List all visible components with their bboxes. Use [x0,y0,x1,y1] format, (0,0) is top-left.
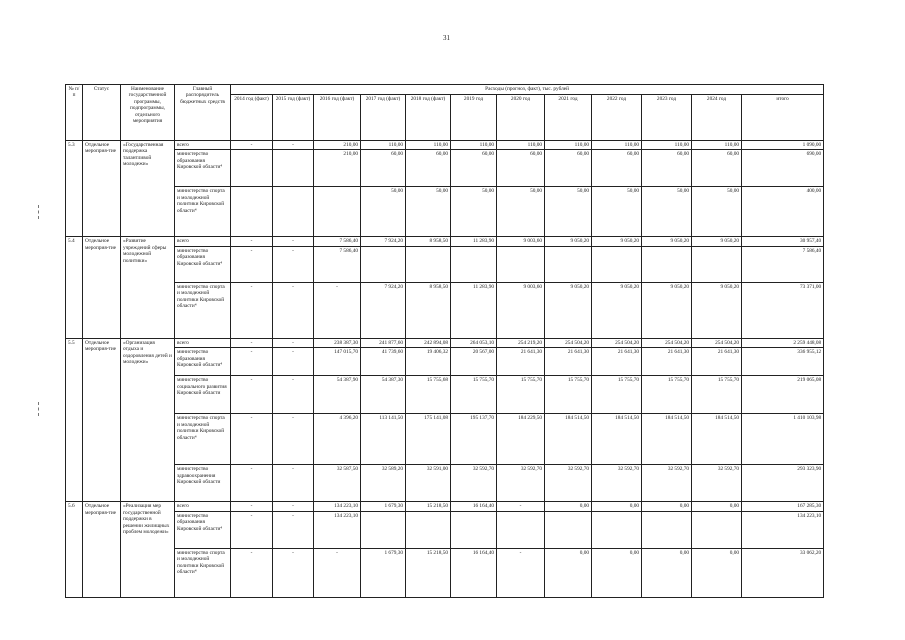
header-year: 2017 год (факт) [361,95,406,141]
value-cell: 254 504,20 [692,338,742,347]
header-year: 2019 год [451,95,497,141]
value-cell: 32 587,50 [314,465,361,502]
value-cell: 264 053,10 [451,338,497,347]
value-cell: - [273,511,314,548]
value-cell [497,246,545,282]
value-cell: - [273,465,314,502]
value-cell: 184 229,50 [497,414,545,465]
value-cell [545,246,592,282]
header-year: 2014 год (факт) [231,95,273,141]
value-cell: - [273,237,314,246]
value-cell: 50,00 [545,187,592,237]
value-cell: - [231,338,273,347]
value-cell: - [497,548,545,597]
value-cell: 110,00 [406,141,451,150]
value-cell: 9 050,20 [642,282,692,338]
value-cell: 9 050,20 [592,237,642,246]
value-cell: 19 406,32 [406,348,451,376]
value-cell [406,246,451,282]
value-cell: 32 592,70 [497,465,545,502]
value-cell: 242 894,08 [406,338,451,347]
margin-mark [38,402,40,416]
total-cell: 2 259 448,08 [742,338,824,347]
value-cell [592,511,642,548]
table-row [66,338,824,347]
value-cell: 184 514,50 [642,414,692,465]
table-row [66,141,824,150]
total-cell: 336 955,12 [742,348,824,376]
value-cell: 7 586,40 [314,237,361,246]
value-cell [692,511,742,548]
value-cell: 9 003,60 [497,282,545,338]
value-cell: 0,00 [545,548,592,597]
section-status: Отдельное мероприя-тие [83,237,121,338]
value-cell: 110,00 [361,141,406,150]
value-cell: 50,00 [642,187,692,237]
value-cell: 7 924,20 [361,237,406,246]
total-cell: 73 371,00 [742,282,824,338]
header-year: итого [742,95,824,141]
value-cell [273,150,314,187]
value-cell [592,246,642,282]
table-row [66,237,824,246]
ministry-cell: министерство здравоохранения Кировской области [175,465,231,502]
value-cell: 241 877,60 [361,338,406,347]
value-cell: 32 592,70 [545,465,592,502]
table-row [66,414,824,465]
value-cell: - [273,376,314,414]
value-cell [361,511,406,548]
header-status: Статус [83,85,121,141]
value-cell: 0,00 [592,548,642,597]
value-cell: 60,00 [545,150,592,187]
value-cell: 184 514,50 [692,414,742,465]
header-year: 2016 год (факт) [314,95,361,141]
section-status: Отдельное мероприя-тие [83,502,121,597]
header-ministry: Главный распорядитель бюджетных средств [175,85,231,141]
value-cell: - [314,282,361,338]
table-row [66,246,824,282]
value-cell: 9 050,20 [545,282,592,338]
value-cell: 110,00 [692,141,742,150]
budget-table [65,84,824,598]
ministry-cell: всего [175,338,231,347]
value-cell: 0,00 [545,502,592,511]
value-cell: 21 641,30 [497,348,545,376]
value-cell: 134 223,10 [314,511,361,548]
value-cell: 21 641,30 [692,348,742,376]
value-cell: 32 589,20 [361,465,406,502]
section-name: «Реализация мер государственной поддержки в решении жилищных проблем молодежи» [121,502,175,597]
section-name: «Государственная поддержка талантливой молодежи» [121,141,175,237]
value-cell: 210,00 [314,141,361,150]
value-cell: - [273,282,314,338]
value-cell: 254 504,20 [592,338,642,347]
value-cell: 184 514,50 [592,414,642,465]
ministry-cell: всего [175,502,231,511]
value-cell: 20 567,00 [451,348,497,376]
section-name: «Организация отдыха и оздоровления детей и молодежи» [121,338,175,501]
value-cell: 15 755,70 [642,376,692,414]
value-cell: 9 050,20 [692,237,742,246]
section-num: 5.4 [66,237,83,338]
value-cell [361,246,406,282]
value-cell: 9 050,20 [545,237,592,246]
value-cell: 110,00 [451,141,497,150]
value-cell [273,187,314,237]
header-year: 2024 год [692,95,742,141]
value-cell: 15 755,70 [545,376,592,414]
margin-mark [38,205,40,219]
header-year: 2018 год (факт) [406,95,451,141]
header-year: 2020 год [497,95,545,141]
page-number: 31 [443,34,450,42]
value-cell: 8 958,50 [406,237,451,246]
value-cell [642,511,692,548]
value-cell [451,511,497,548]
value-cell: - [231,237,273,246]
value-cell: - [273,246,314,282]
value-cell [451,246,497,282]
ministry-cell: всего [175,141,231,150]
value-cell: - [231,502,273,511]
header-year: 2021 год [545,95,592,141]
value-cell: - [273,141,314,150]
value-cell: 1 679,30 [361,548,406,597]
total-cell: 219 065,08 [742,376,824,414]
value-cell: 113 141,50 [361,414,406,465]
value-cell: - [231,348,273,376]
value-cell: 60,00 [592,150,642,187]
total-cell: 7 586,40 [742,246,824,282]
value-cell: 41 739,60 [361,348,406,376]
table-row [66,282,824,338]
value-cell: 15 755,70 [692,376,742,414]
value-cell: - [273,548,314,597]
value-cell: 9 050,20 [642,237,692,246]
value-cell: 32 592,70 [451,465,497,502]
value-cell: 32 592,70 [592,465,642,502]
header-num: № п/п [66,85,83,141]
value-cell: 21 641,30 [592,348,642,376]
value-cell [497,511,545,548]
value-cell: 8 958,50 [406,282,451,338]
table-row [66,187,824,237]
total-cell: 400,00 [742,187,824,237]
value-cell: - [273,502,314,511]
value-cell: 1 679,30 [361,502,406,511]
value-cell: 60,00 [692,150,742,187]
value-cell: 254 504,20 [642,338,692,347]
value-cell: 54 387,30 [361,376,406,414]
value-cell [314,187,361,237]
value-cell [642,246,692,282]
value-cell: 50,00 [497,187,545,237]
value-cell: 0,00 [642,548,692,597]
total-cell: 293 323,90 [742,465,824,502]
value-cell: - [273,348,314,376]
value-cell: 50,00 [451,187,497,237]
value-cell: 7 924,20 [361,282,406,338]
table-row [66,376,824,414]
value-cell: 15 755,70 [497,376,545,414]
value-cell: 134 223,10 [314,502,361,511]
total-cell: 30 957,40 [742,237,824,246]
value-cell: 60,00 [451,150,497,187]
value-cell: 110,00 [642,141,692,150]
value-cell: 147 015,70 [314,348,361,376]
value-cell: 4 396,20 [314,414,361,465]
value-cell [545,511,592,548]
ministry-cell: министерство образования Кировской области⁴ [175,150,231,187]
total-cell: 1 410 103,98 [742,414,824,465]
value-cell: 32 591,00 [406,465,451,502]
header-year: 2022 год [592,95,642,141]
table-row [66,465,824,502]
value-cell: 110,00 [545,141,592,150]
total-cell: 1 090,00 [742,141,824,150]
section-num: 5.3 [66,141,83,237]
value-cell: 50,00 [361,187,406,237]
value-cell: - [231,548,273,597]
value-cell: - [231,511,273,548]
ministry-cell: министерство спорта и молодежной политики Кировской области⁴ [175,414,231,465]
value-cell: 15 218,50 [406,548,451,597]
ministry-cell: министерство спорта и молодежной политики Кировской области⁴ [175,548,231,597]
value-cell: - [231,376,273,414]
value-cell: 60,00 [361,150,406,187]
total-cell: 690,00 [742,150,824,187]
ministry-cell: всего [175,237,231,246]
value-cell: - [273,414,314,465]
value-cell: 210,00 [314,150,361,187]
value-cell: - [231,282,273,338]
value-cell: - [314,548,361,597]
header-year: 2015 год (факт) [273,95,314,141]
value-cell [231,150,273,187]
total-cell: 134 223,10 [742,511,824,548]
value-cell: 60,00 [497,150,545,187]
header-name: Наименование государственной программы, подпрограммы, отдельного мероприятия [121,85,175,141]
ministry-cell: министерство спорта и молодежной политики Кировской области⁴ [175,282,231,338]
value-cell: 254 219,20 [497,338,545,347]
value-cell: - [231,414,273,465]
table-row [66,150,824,187]
value-cell: 50,00 [592,187,642,237]
total-cell: 33 062,20 [742,548,824,597]
header-expenses: Расходы (прогноз, факт), тыс. рублей [231,85,824,95]
value-cell: - [273,338,314,347]
value-cell: 9 050,20 [592,282,642,338]
value-cell: 9 003,60 [497,237,545,246]
section-name: «Развитие учреждений сферы молодежной политики» [121,237,175,338]
value-cell: 15 218,50 [406,502,451,511]
value-cell: 15 755,68 [406,376,451,414]
table-row [66,511,824,548]
table-row [66,348,824,376]
value-cell: 110,00 [497,141,545,150]
value-cell: - [497,502,545,511]
value-cell: 54 387,90 [314,376,361,414]
value-cell: - [231,246,273,282]
ministry-cell: министерство спорта и молодежной политики Кировской области⁴ [175,187,231,237]
value-cell: - [231,465,273,502]
value-cell: 32 592,70 [642,465,692,502]
value-cell: 184 514,50 [545,414,592,465]
section-num: 5.6 [66,502,83,597]
value-cell: 50,00 [692,187,742,237]
value-cell [231,187,273,237]
value-cell: 195 137,70 [451,414,497,465]
header-year: 2023 год [642,95,692,141]
value-cell: 21 641,30 [545,348,592,376]
value-cell: 254 504,20 [545,338,592,347]
total-cell: 167 285,30 [742,502,824,511]
value-cell: 175 141,08 [406,414,451,465]
value-cell: 110,00 [592,141,642,150]
table-row [66,502,824,511]
value-cell: 16 164,40 [451,548,497,597]
value-cell: 11 283,90 [451,282,497,338]
table-row [66,548,824,597]
value-cell: 238 387,30 [314,338,361,347]
value-cell: 0,00 [692,548,742,597]
value-cell: 11 283,90 [451,237,497,246]
ministry-cell: министерство образования Кировской области⁴ [175,511,231,548]
value-cell: 60,00 [406,150,451,187]
value-cell: 0,00 [592,502,642,511]
section-num: 5.5 [66,338,83,501]
section-status: Отдельное мероприя-тие [83,338,121,501]
ministry-cell: министерство социального развития Кировской области [175,376,231,414]
value-cell: 50,00 [406,187,451,237]
ministry-cell: министерство образования Кировской области⁴ [175,246,231,282]
value-cell: 0,00 [642,502,692,511]
value-cell: 32 592,70 [692,465,742,502]
value-cell: 7 586,40 [314,246,361,282]
value-cell: 9 050,20 [692,282,742,338]
value-cell: 15 755,70 [451,376,497,414]
value-cell [406,511,451,548]
value-cell: 0,00 [692,502,742,511]
value-cell: - [231,141,273,150]
value-cell: 60,00 [642,150,692,187]
ministry-cell: министерство образования Кировской области⁴ [175,348,231,376]
value-cell: 16 164,40 [451,502,497,511]
value-cell: 15 755,70 [592,376,642,414]
value-cell [692,246,742,282]
section-status: Отдельное мероприя-тие [83,141,121,237]
value-cell: 21 641,30 [642,348,692,376]
